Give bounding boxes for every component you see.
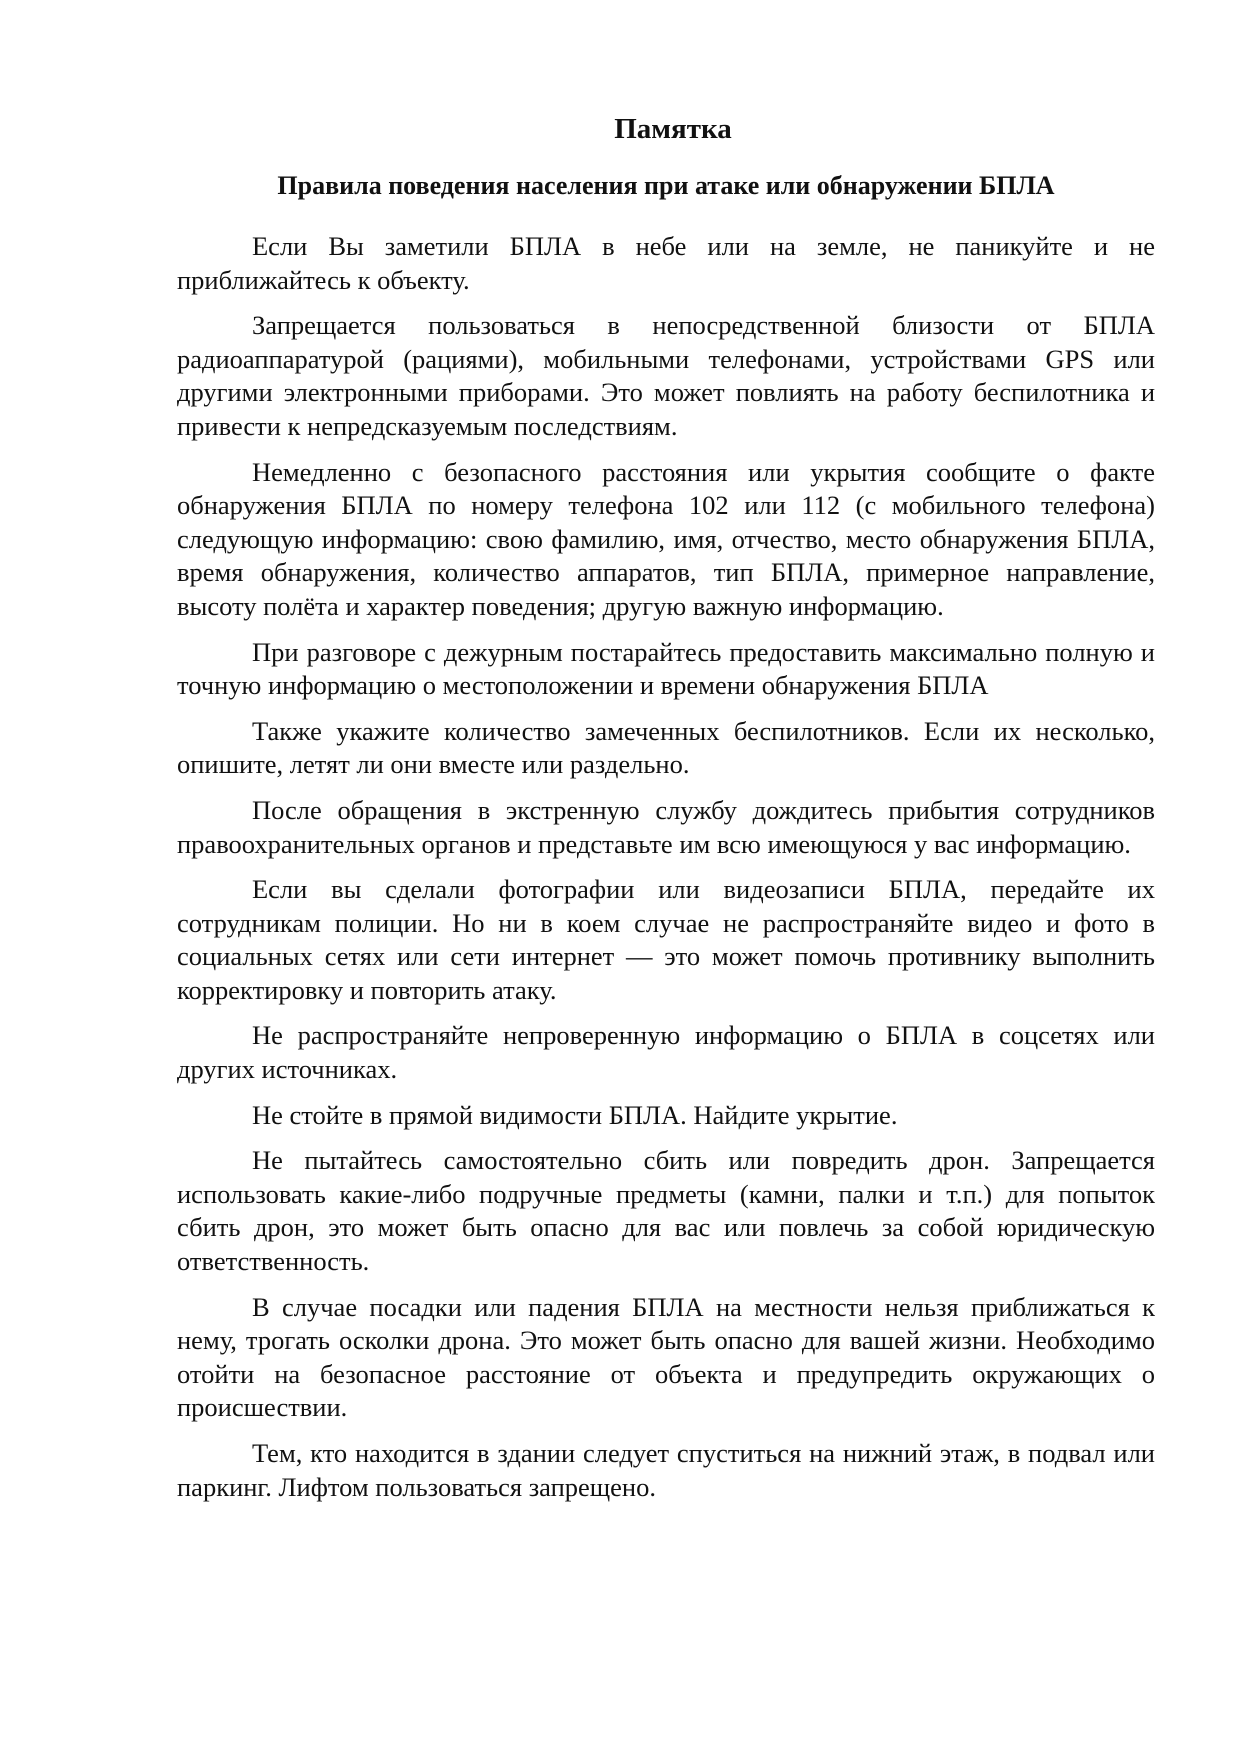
paragraph: В случае посадки или падения БПЛА на местности нельзя приближаться к нему, трогать осколки дрона. Это может быть опасно для вашей жизни. Необходимо отойти на безопасное расстояние от объекта и предупредить окружающих о происшествии. xyxy=(177,1291,1155,1423)
paragraph: Тем, кто находится в здании следует спуститься на нижний этаж, в подвал или паркинг. Лифтом пользоваться запрещено. xyxy=(177,1438,1155,1502)
document-title: Памятка xyxy=(614,113,732,145)
paragraph: При разговоре с дежурным постарайтесь предоставить максимально полную и точную информацию о местоположении и времени обнаружения БПЛА xyxy=(177,636,1155,701)
document-subtitle: Правила поведения населения при атаке или обнаружении БПЛА xyxy=(277,171,1055,200)
paragraph: Не пытайтесь самостоятельно сбить или повредить дрон. Запрещается использовать какие-либо подручные предметы (камни, палки и т.п.) для попыток сбить дрон, это может быть опасно для вас или повлечь за собой юридическую ответственность. xyxy=(177,1145,1155,1277)
paragraph: Если вы сделали фотографии или видеозаписи БПЛА, передайте их сотрудникам полиции. Но ни в коем случае не распространяйте видео и фото в социальных сетях или сети интернет — это может помочь противнику выполнить корректировку и повторить атаку. xyxy=(177,874,1155,1005)
document-body xyxy=(177,230,1155,1504)
paragraph: Также укажите количество замеченных беспилотников. Если их несколько, опишите, летят ли они вместе или раздельно. xyxy=(177,715,1155,780)
paragraph: Немедленно с безопасного расстояния или укрытия сообщите о факте обнаружения БПЛА по номеру телефона 102 или 112 (с мобильного телефона) следующую информацию: свою фамилию, имя, отчество, место обнаружения БПЛА, время обнаружения, количество аппаратов, тип БПЛА, примерное направление, высоту полёта и характер поведения; другую важную информацию. xyxy=(177,456,1155,621)
paragraph: Если Вы заметили БПЛА в небе или на земле, не паникуйте и не приближайтесь к объекту. xyxy=(177,231,1155,295)
paragraph: Запрещается пользоваться в непосредственной близости от БПЛА радиоаппаратурой (рациями), мобильными телефонами, устройствами GPS или другими электронными приборами. Это может повлиять на работу беспилотника и привести к непредсказуемым последствиям. xyxy=(177,310,1155,441)
paragraph: Не распространяйте непроверенную информацию о БПЛА в соцсетях или других источниках. xyxy=(177,1020,1155,1085)
document-page xyxy=(177,108,1155,1516)
paragraph: Не стойте в прямой видимости БПЛА. Найдите укрытие. xyxy=(252,1099,898,1130)
paragraph: После обращения в экстренную службу дождитесь прибытия сотрудников правоохранительных органов и представьте им всю имеющуюся у вас информацию. xyxy=(177,794,1155,859)
